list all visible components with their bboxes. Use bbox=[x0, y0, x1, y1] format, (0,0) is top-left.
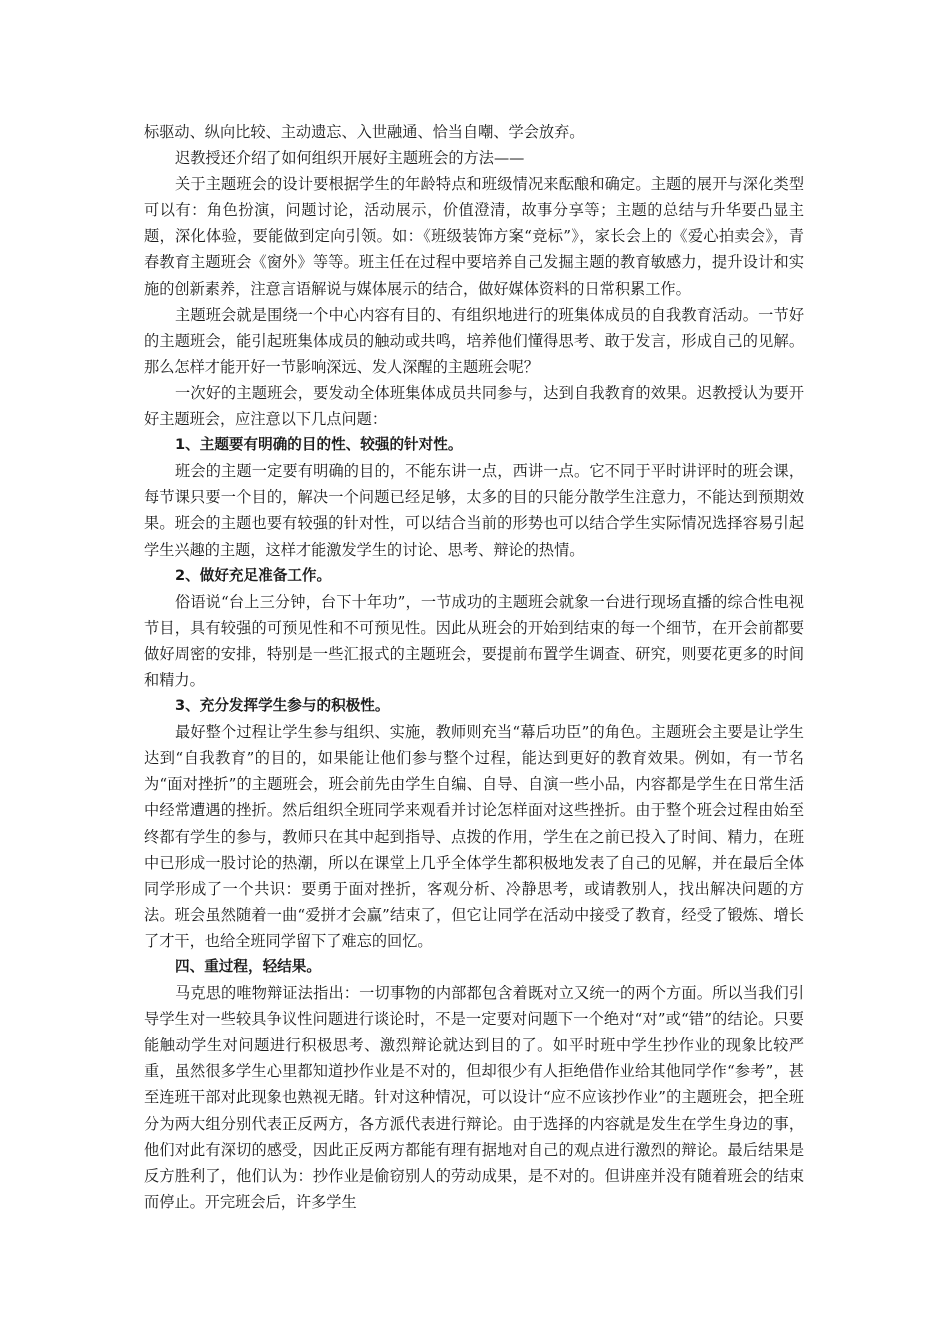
paragraph-text: 一次好的主题班会，要发动全体班集体成员共同参与，达到自我教育的效果。迟教授认为要开好主题班会，应注意以下几点问题： bbox=[144, 383, 804, 429]
paragraph-text: 迟教授还介绍了如何组织开展好主题班会的方法—— bbox=[175, 149, 525, 168]
section-heading: 1、主题要有明确的目的性、较强的针对性。 bbox=[175, 436, 463, 454]
section-heading: 四、重过程，轻结果。 bbox=[175, 958, 321, 975]
paragraph-text: 主题班会就是围绕一个中心内容有目的、有组织地进行的班集体成员的自我教育活动。一节好的主题班会，能引起班集体成员的触动或共鸣，培养他们懂得思考、敢于发言，形成自己的见解。那么怎样才能开好一节影响深远、发人深醒的主题班会呢？ bbox=[144, 305, 804, 376]
section-heading: 3、充分发挥学生参与的积极性。 bbox=[175, 697, 390, 715]
paragraph-text: 马克思的唯物辩证法指出：一切事物的内部都包含着既对立又统一的两个方面。所以当我们引导学生对一些较具争议性问题进行谈论时，不是一定要对问题下一个绝对“对”或“错”的结论。只要能触动学生对问题进行积极思考、激烈辩论就达到目的了。如平时班中学生抄作业的现象比较严重，虽然很多学生心里都知道抄作业是不对的，但却很少有人拒绝借作业给其他同学作“参考”，甚至连班干部对此现象也熟视无睹。针对这种情况，可以设计“应不应该抄作业”的主题班会，把全班分为两大组分别代表正反两方，各方派代表进行辩论。由于选择的内容就是发生在学生身边的事，他们对此有深切的感受，因此正反两方都能有理有据地对自己的观点进行激烈的辩论。最后结果是反方胜利了，他们认为：抄作业是偷窃别人的劳动成果，是不对的。但讲座并没有随着班会的结束而停止。开完班会后，许多学生 bbox=[144, 984, 804, 1211]
paragraph-text: 最好整个过程让学生参与组织、实施，教师则充当“幕后功臣”的角色。主题班会主要是让学生达到“自我教育”的目的，如果能让他们参与整个过程，能达到更好的教育效果。例如，有一节名为“面对挫折”的主题班会，班会前先由学生自编、自导、自演一些小品，内容都是学生在日常生活中经常遭遇的挫折。然后组织全班同学来观看并讨论怎样面对这些挫折。由于整个班会过程由始至终都有学生的参与，教师只在其中起到指导、点拨的作用，学生在之前已投入了时间、精力，在班中已形成一股讨论的热潮，所以在课堂上几乎全体学生都积极地发表了自己的见解，并在最后全体同学形成了一个共识：要勇于面对挫折，客观分析、冷静思考，或请教别人，找出解决问题的方法。班会虽然随着一曲“爱拼才会赢”结束了，但它让同学在活动中接受了教育，经受了锻炼、增长了才干，也给全班同学留下了难忘的回忆。 bbox=[144, 723, 804, 950]
paragraph-text: 班会的主题一定要有明确的目的，不能东讲一点，西讲一点。它不同于平时讲评时的班会课，每节课只要一个目的，解决一个问题已经足够，太多的目的只能分散学生注意力，不能达到预期效果。班会的主题也要有较强的针对性，可以结合当前的形势也可以结合学生实际情况选择容易引起学生兴趣的主题，这样才能激发学生的讨论、思考、辩论的热情。 bbox=[144, 462, 804, 559]
section-heading: 2、做好充足准备工作。 bbox=[175, 566, 332, 584]
document-page bbox=[144, 119, 804, 1215]
paragraph-text: 标驱动、纵向比较、主动遗忘、入世融通、恰当自嘲、学会放弃。 bbox=[144, 123, 585, 141]
paragraph-text: 关于主题班会的设计要根据学生的年龄特点和班级情况来酝酿和确定。主题的展开与深化类型可以有：角色扮演，问题讨论，活动展示，价值澄清，故事分享等；主题的总结与升华要凸显主题，深化体验，要能做到定向引领。如：《班级装饰方案“竞标”》，家长会上的《爱心拍卖会》，青春教育主题班会《窗外》等等。班主任在过程中要培养自己发掘主题的教育敏感力，提升设计和实施的创新素养，注意言语解说与媒体展示的结合，做好媒体资料的日常积累工作。 bbox=[144, 175, 804, 298]
paragraph-text: 俗语说“台上三分钟，台下十年功”，一节成功的主题班会就象一台进行现场直播的综合性电视节目，具有较强的可预见性和不可预见性。因此从班会的开始到结束的每一个细节，在开会前都要做好周密的安排，特别是一些汇报式的主题班会，要提前布置学生调查、研究，则要花更多的时间和精力。 bbox=[144, 592, 804, 689]
